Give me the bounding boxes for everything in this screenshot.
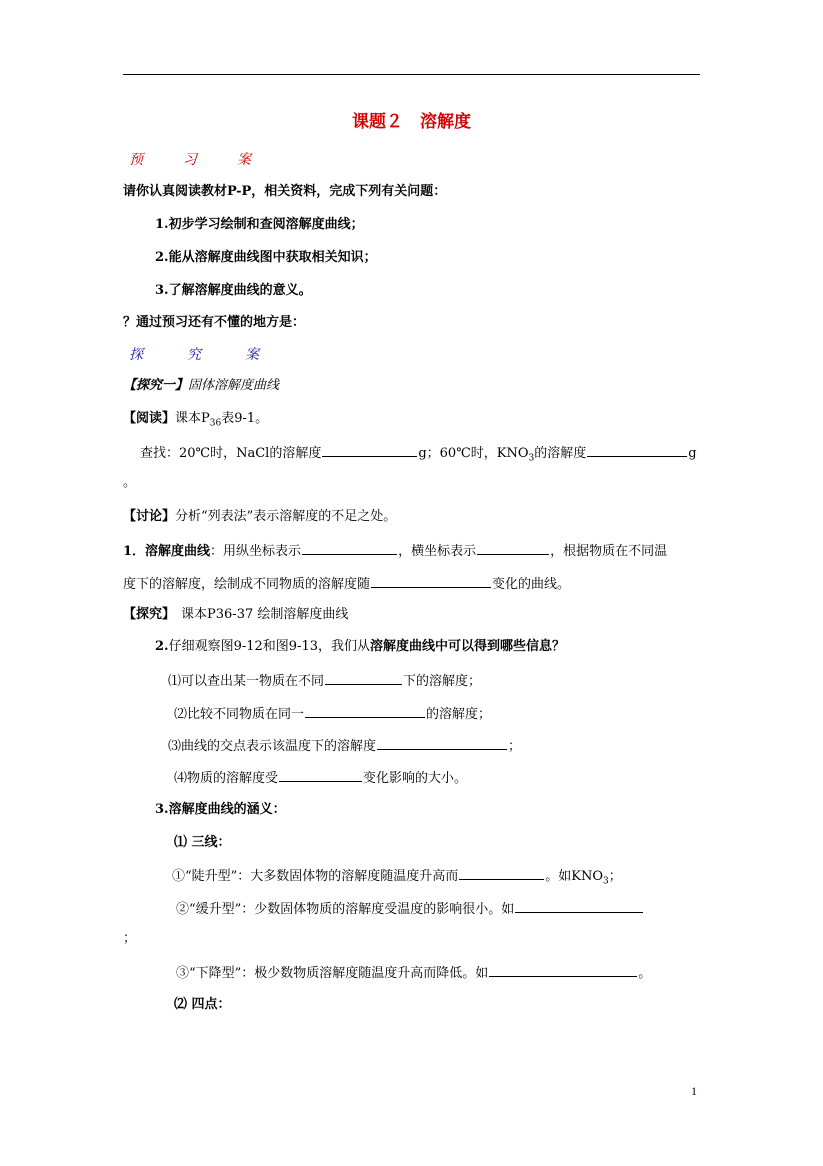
- line-type-fall: [176, 963, 651, 983]
- explore1-line: [123, 377, 279, 395]
- answer-blank[interactable]: [477, 541, 549, 555]
- line-type-slow: [176, 899, 644, 919]
- read-tag: 【阅读】: [123, 411, 176, 426]
- line-type-sub: 3: [603, 876, 609, 887]
- page-number: 1: [691, 1084, 697, 1098]
- answer-blank[interactable]: [302, 541, 397, 555]
- discuss-tag: 【讨论】: [123, 509, 176, 524]
- explore-tag-text: 课本P36-37 绘制溶解度曲线: [181, 607, 349, 622]
- line-type-slow-wrap: ；: [123, 931, 137, 946]
- info-text: ⑶曲线的交点表示该温度下的溶解度: [168, 739, 377, 754]
- page-title: 课题２ 溶解度: [352, 112, 471, 132]
- info-item: [174, 768, 467, 788]
- curve-def-text: ，横坐标表示: [398, 544, 477, 559]
- answer-blank[interactable]: [325, 671, 402, 685]
- answer-blank[interactable]: [587, 443, 687, 457]
- line-type-text: ③“下降型”：极少数物质溶解度随温度升高而降低。如: [176, 966, 489, 981]
- observe-num: 2.: [155, 639, 169, 654]
- three-lines-heading: ⑴ 三线：: [174, 835, 231, 850]
- explore-heading: [129, 346, 259, 364]
- explore-tag: 【探究】: [123, 607, 176, 622]
- preview-heading: [129, 151, 251, 169]
- preview-heading-char: 案: [237, 152, 251, 168]
- read-line: [123, 410, 268, 428]
- goal-item: 3.了解溶解度曲线的意义。: [155, 283, 312, 298]
- preview-heading-char: 预: [129, 152, 143, 168]
- line-type-text: 。: [638, 966, 652, 981]
- meaning-heading: 3.溶解度曲线的涵义：: [155, 802, 286, 817]
- explore1-tag: 【探究一】: [123, 378, 189, 393]
- find-sub: 3: [528, 453, 535, 464]
- observe-line: [155, 638, 565, 656]
- read-sub: 36: [209, 418, 222, 429]
- discuss-text: 分析“列表法”表示溶解度的不足之处。: [175, 509, 397, 524]
- info-text: 的溶解度；: [426, 707, 492, 722]
- read-text-b: 表9-1。: [221, 411, 269, 426]
- preview-heading-char: 习: [183, 152, 197, 168]
- info-item: [174, 704, 491, 724]
- observe-bold: 溶解度曲线中可以得到哪些信息？: [370, 639, 566, 654]
- line-type-text: ②“缓升型”：少数固体物质的溶解度受温度的影响很小。如: [176, 902, 515, 917]
- find-text: g: [688, 446, 697, 461]
- answer-blank[interactable]: [322, 443, 417, 457]
- find-text: 的溶解度: [534, 446, 587, 461]
- explore-tag-line: [123, 606, 348, 624]
- curve-def-text: ，根据物质在不同温: [550, 544, 668, 559]
- info-text: ⑷物质的溶解度受: [174, 771, 279, 786]
- explore1-text: 固体溶解度曲线: [188, 378, 280, 393]
- find-line: [140, 443, 697, 463]
- find-text: g；60℃时，KNO: [418, 446, 529, 461]
- info-text: ⑴可以查出某一物质在不同: [168, 674, 325, 689]
- answer-blank[interactable]: [377, 736, 507, 750]
- explore-heading-char: 究: [187, 347, 201, 363]
- goal-item: 1.初步学习绘制和查阅溶解度曲线；: [155, 217, 364, 232]
- info-text: ；: [508, 739, 522, 754]
- read-text: 课本P: [175, 411, 210, 426]
- curve-def-text: ：用纵坐标表示: [210, 544, 302, 559]
- header-rule: [123, 74, 700, 75]
- find-wrap: 。: [123, 475, 137, 490]
- line-type-text: ①“陡升型”：大多数固体物的溶解度随温度升高而: [172, 869, 459, 884]
- curve-def-line: [123, 541, 667, 561]
- answer-blank[interactable]: [371, 574, 491, 588]
- question-line: ？通过预习还有不懂的地方是：: [123, 315, 306, 330]
- answer-blank[interactable]: [305, 704, 425, 718]
- discuss-line: [123, 508, 396, 526]
- goal-item: 2.能从溶解度曲线图中获取相关知识；: [155, 250, 377, 265]
- curve-def-text: 变化的曲线。: [492, 577, 571, 592]
- explore-heading-char: 案: [245, 347, 259, 363]
- answer-blank[interactable]: [489, 963, 637, 977]
- line-type-text: 。如KNO: [545, 869, 604, 884]
- intro-text: 请你认真阅读教材P-P，相关资料，完成下列有关问题：: [123, 184, 447, 199]
- find-text: 查找：20℃时，NaCl的溶解度: [140, 446, 322, 461]
- explore-heading-char: 探: [129, 347, 143, 363]
- answer-blank[interactable]: [515, 899, 643, 913]
- answer-blank[interactable]: [279, 768, 362, 782]
- curve-def-label: 1．溶解度曲线: [123, 544, 211, 559]
- curve-def-text: 度下的溶解度，绘制成不同物质的溶解度随: [123, 577, 371, 592]
- info-text: 变化影响的大小。: [363, 771, 468, 786]
- info-text: ⑵比较不同物质在同一: [174, 707, 305, 722]
- observe-text: 仔细观察图9-12和图9-13，我们从: [168, 639, 370, 654]
- info-item: [168, 736, 521, 756]
- line-type-rise: [172, 866, 622, 886]
- line-type-text: ；: [608, 869, 622, 884]
- answer-blank[interactable]: [459, 866, 544, 880]
- four-points-heading: ⑵ 四点：: [174, 997, 231, 1012]
- info-item: [168, 671, 481, 691]
- curve-def-line2: [123, 574, 570, 594]
- info-text: 下的溶解度；: [403, 674, 482, 689]
